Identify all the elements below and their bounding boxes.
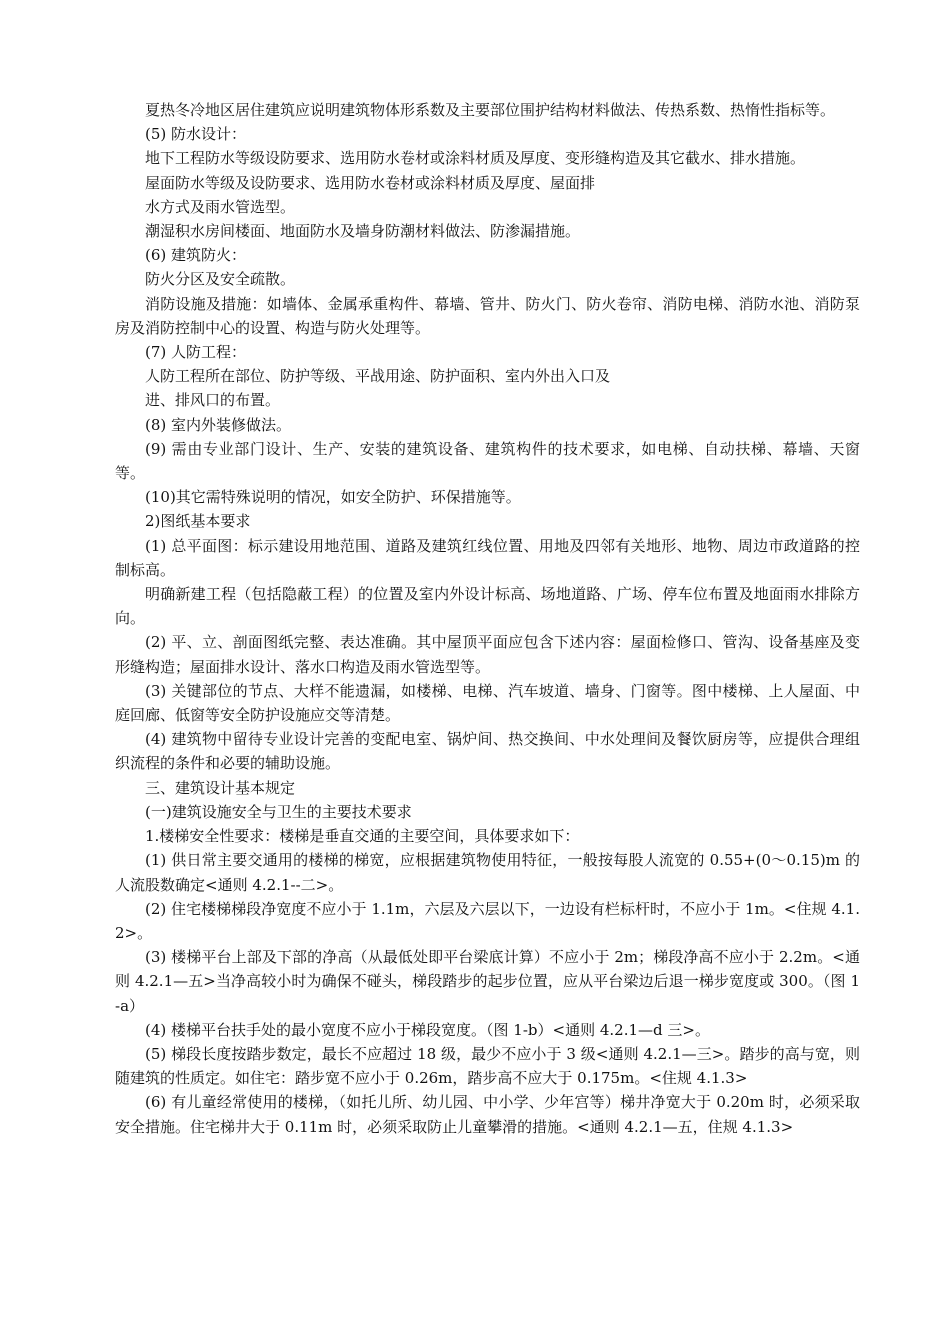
heading-drawings: 2)图纸基本要求 <box>145 512 251 531</box>
paragraph-plans: (2) 平、立、剖面图纸完整、表达准确。其中屋顶平面应包含下述内容：屋面检修口、管沟、设备基座及变形缝构造；屋面排水设计、落水口构造及雨水管选型等。 <box>115 633 860 676</box>
heading-safety: (一)建筑设施安全与卫生的主要技术要求 <box>145 802 412 821</box>
heading-fire: (6) 建筑防火： <box>145 246 247 265</box>
paragraph-reserved-rooms: (4) 建筑物中留待专业设计完善的变配电室、锅炉间、热交换间、中水处理间及餐饮厨房等，应提供合理组织流程的条件和必要的辅助设施。 <box>115 730 860 773</box>
paragraph-roof-drainage: 水方式及雨水管选型。 <box>145 197 296 216</box>
heading-civil-defense: (7) 人防工程： <box>145 343 247 362</box>
paragraph-flight-length: (5) 梯段长度按踏步数定，最长不应超过 18 级，最少不应小于 3 级<通则 4.2.1—三>。踏步的高与宽，则随建筑的性质定。如住宅：踏步宽不应小于 0.26m，踏步高不应大于 0.175m。<住规 4.1.3> <box>115 1044 860 1088</box>
paragraph-damp-rooms: 潮湿积水房间楼面、地面防水及墙身防潮材料做法、防渗漏措施。 <box>145 222 581 241</box>
document-body <box>115 98 860 1139</box>
heading-decoration: (8) 室内外装修做法。 <box>145 415 292 434</box>
paragraph-children-safety: (6) 有儿童经常使用的楼梯，（如托儿所、幼儿园、中小学、少年宫等）梯井净宽大于 0.20m 时，必须采取安全措施。住宅梯井大于 0.11m 时，必须采取防止儿童攀滑的措施。<通则 4.2.1—五，住规 4.1.3> <box>115 1093 860 1136</box>
paragraph-headroom: (3) 楼梯平台上部及下部的净高（从最低处即平台梁底计算）不应小于 2m；梯段净高不应小于 2.2m。<通则 4.2.1—五>当净高较小时为确保不碰头，梯段踏步的起步位置，应从平台梁边后退一梯步宽度或 300。（图 1-a） <box>115 948 860 1015</box>
paragraph-landing-width: (4) 楼梯平台扶手处的最小宽度不应小于梯段宽度。（图 1-b）<通则 4.2.1—d 三>。 <box>145 1020 710 1039</box>
heading-waterproof: (5) 防水设计： <box>145 125 247 144</box>
paragraph-roof-waterproof: 屋面防水等级及设防要求、选用防水卷材或涂料材质及厚度、屋面排 <box>145 173 596 192</box>
paragraph-civil-defense: 人防工程所在部位、防护等级、平战用途、防护面积、室内外出入口及 <box>145 367 611 386</box>
paragraph-underground-waterproof: 地下工程防水等级设防要求、选用防水卷材或涂料材质及厚度、变形缝构造及其它截水、排水措施。 <box>145 149 806 168</box>
paragraph-ventilation: 进、排风口的布置。 <box>145 391 281 410</box>
paragraph-other: (10)其它需特殊说明的情况，如安全防护、环保措施等。 <box>145 488 521 507</box>
paragraph-fire-zones: 防火分区及安全疏散。 <box>145 270 296 289</box>
heading-section-three: 三、建筑设计基本规定 <box>145 778 296 797</box>
paragraph-thermal: 夏热冬冷地区居住建筑应说明建筑物体形系数及主要部位围护结构材料做法、传热系数、热惰性指标等。 <box>145 101 836 119</box>
paragraph-stair-width: (1) 供日常主要交通用的楼梯的梯宽，应根据建筑物使用特征，一般按每股人流宽的 0.55+(0～0.15)m 的人流股数确定<通则 4.2.1--二>。 <box>115 851 860 894</box>
paragraph-residential-stair: (2) 住宅楼梯梯段净宽度不应小于 1.1m，六层及六层以下，一边设有栏标杆时，不应小于 1m。<住规 4.1.2>。 <box>115 899 860 942</box>
paragraph-special-equipment: (9) 需由专业部门设计、生产、安装的建筑设备、建筑构件的技术要求，如电梯、自动扶梯、幕墙、天窗等。 <box>115 439 860 483</box>
paragraph-fire-facilities: 消防设施及措施：如墙体、金属承重构件、幕墙、管井、防火门、防火卷帘、消防电梯、消防水池、消防泵房及消防控制中心的设置、构造与防火处理等。 <box>115 294 860 337</box>
paragraph-site-plan: (1) 总平面图：标示建设用地范围、道路及建筑红线位置、用地及四邻有关地形、地物、周边市政道路的控制标高。 <box>115 536 860 579</box>
paragraph-new-works: 明确新建工程（包括隐蔽工程）的位置及室内外设计标高、场地道路、广场、停车位布置及地面雨水排除方向。 <box>115 585 860 628</box>
paragraph-key-details: (3) 关键部位的节点、大样不能遗漏，如楼梯、电梯、汽车坡道、墙身、门窗等。图中楼梯、上人屋面、中庭回廊、低窗等安全防护设施应交等清楚。 <box>115 681 860 725</box>
paragraph-stair-intro: 1.楼梯安全性要求：楼梯是垂直交通的主要空间，具体要求如下： <box>145 827 580 846</box>
